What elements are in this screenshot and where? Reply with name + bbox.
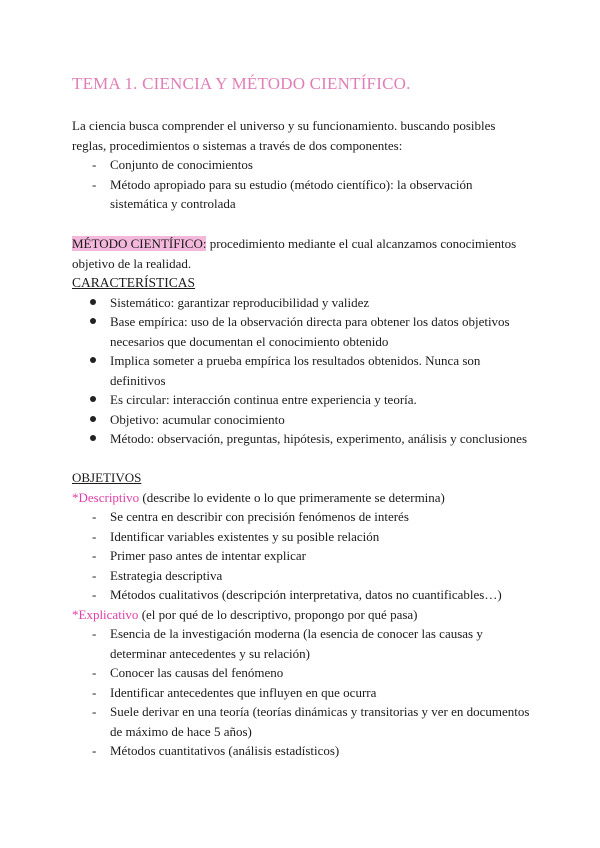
list-item: - Estrategia descriptiva bbox=[72, 566, 532, 586]
definition-text: procedimiento mediante el cual alcanzamos conocimientos objetivo de la realidad. bbox=[72, 236, 517, 271]
highlighted-term: MÉTODO CIENTÍFICO: bbox=[72, 236, 207, 251]
explicativo-label: Explicativo bbox=[78, 606, 139, 622]
list-item: Implica someter a prueba empírica los resultados obtenidos. Nunca son definitivos bbox=[72, 351, 532, 390]
intro-section bbox=[72, 116, 532, 214]
intro-list bbox=[72, 155, 532, 214]
list-item: - Identificar antecedentes que influyen en que ocurra bbox=[72, 683, 532, 703]
caracteristicas-list bbox=[72, 293, 532, 449]
metodo-section bbox=[72, 234, 532, 449]
list-item: Sistemático: garantizar reproducibilidad y validez bbox=[72, 293, 532, 313]
descriptivo-marker: * bbox=[72, 489, 79, 505]
intro-paragraph: La ciencia busca comprender el universo y su funcionamiento. buscando posibles reglas, procedimientos o sistemas a través de dos componentes: bbox=[72, 118, 496, 153]
objetivos-section bbox=[72, 468, 532, 761]
list-item: - Conocer las causas del fenómeno bbox=[72, 663, 532, 683]
explicativo-list bbox=[72, 624, 532, 761]
list-item: - Primer paso antes de intentar explicar bbox=[72, 546, 532, 566]
list-item: Objetivo: acumular conocimiento bbox=[72, 410, 532, 430]
list-item: - Suele derivar en una teoría (teorías dinámicas y transitorias y ver en documentos de máximo de hace 5 años) bbox=[72, 702, 532, 741]
list-item: - Esencia de la investigación moderna (la esencia de conocer las causas y determinar antecedentes y su relación) bbox=[72, 624, 532, 663]
explicativo-note: (el por qué de lo descriptivo, propongo por qué pasa) bbox=[138, 606, 418, 622]
metodo-definition bbox=[72, 234, 532, 273]
descriptivo-note: (describe lo evidente o lo que primeramente se determina) bbox=[139, 489, 445, 505]
list-item: Método: observación, preguntas, hipótesis, experimento, análisis y conclusiones bbox=[72, 429, 532, 449]
descriptivo-list bbox=[72, 507, 532, 605]
explicativo-heading bbox=[72, 605, 532, 625]
list-item: - Se centra en describir con precisión fenómenos de interés bbox=[72, 507, 532, 527]
list-item: - Conjunto de conocimientos bbox=[72, 155, 532, 175]
page-title: TEMA 1. CIENCIA Y MÉTODO CIENTÍFICO. bbox=[72, 74, 411, 93]
list-item: - Métodos cuantitativos (análisis estadísticos) bbox=[72, 741, 532, 761]
descriptivo-heading bbox=[72, 488, 532, 508]
list-item: - Métodos cualitativos (descripción interpretativa, datos no cuantificables…) bbox=[72, 585, 532, 605]
objetivos-heading: OBJETIVOS bbox=[72, 470, 142, 485]
list-item: Base empírica: uso de la observación directa para obtener los datos objetivos necesarios que documentan el conocimiento obtenido bbox=[72, 312, 532, 351]
explicativo-marker: * bbox=[72, 606, 79, 622]
list-item: - Método apropiado para su estudio (método científico): la observación sistemática y controlada bbox=[72, 175, 532, 214]
caracteristicas-heading: CARACTERÍSTICAS bbox=[72, 275, 196, 290]
descriptivo-label: Descriptivo bbox=[78, 489, 140, 505]
list-item: Es circular: interacción continua entre experiencia y teoría. bbox=[72, 390, 532, 410]
list-item: - Identificar variables existentes y su posible relación bbox=[72, 527, 532, 547]
